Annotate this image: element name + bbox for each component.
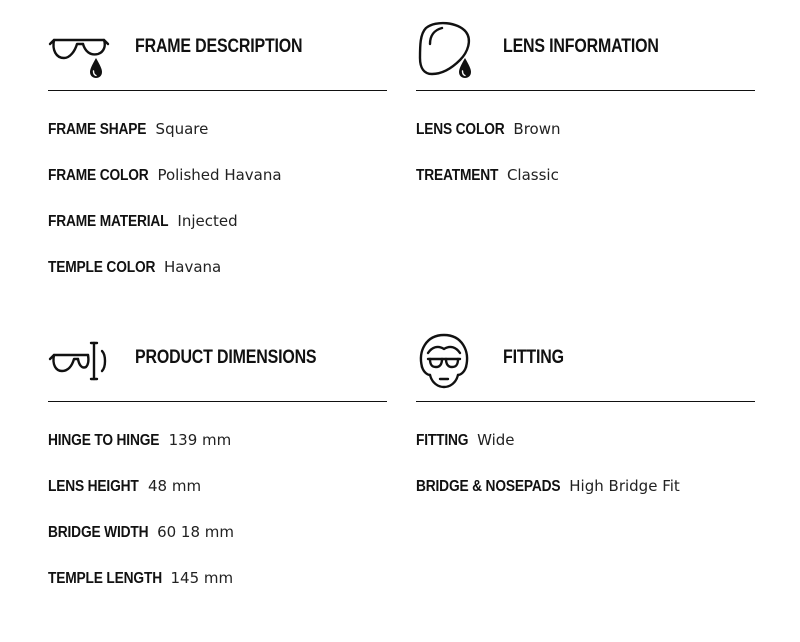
row-value: 48 mm	[148, 477, 202, 495]
row-label: TEMPLE COLOR	[48, 259, 156, 276]
face-glasses-icon	[416, 329, 480, 393]
list-item	[48, 120, 387, 166]
row-value: High Bridge Fit	[569, 477, 680, 495]
row-value: 60 18 mm	[157, 523, 235, 541]
frame-description-section	[48, 0, 387, 304]
row-label: BRIDGE WIDTH	[48, 524, 149, 541]
section-title: FITTING	[503, 347, 564, 368]
row-label: LENS COLOR	[416, 121, 505, 138]
product-dimensions-section	[48, 311, 387, 615]
row-value: Wide	[477, 431, 515, 449]
row-label: HINGE TO HINGE	[48, 432, 160, 449]
row-label: FITTING	[416, 432, 469, 449]
lens-details-list	[416, 120, 755, 212]
row-value: Classic	[506, 166, 559, 184]
row-label: FRAME MATERIAL	[48, 213, 169, 230]
row-label: LENS HEIGHT	[48, 478, 139, 495]
row-label: FRAME COLOR	[48, 167, 149, 184]
lens-drop-icon	[416, 18, 480, 82]
section-title: FRAME DESCRIPTION	[135, 36, 303, 57]
product-dimensions-header	[48, 311, 387, 402]
list-item	[48, 569, 387, 615]
lens-information-header	[416, 0, 755, 91]
frame-description-header	[48, 0, 387, 91]
fitting-details-list	[416, 431, 755, 523]
list-item	[48, 212, 387, 258]
list-item	[48, 523, 387, 569]
row-value: Brown	[513, 120, 561, 138]
section-title: LENS INFORMATION	[503, 36, 659, 57]
list-item	[416, 120, 755, 166]
list-item	[48, 166, 387, 212]
row-label: BRIDGE & NOSEPADS	[416, 478, 561, 495]
list-item	[48, 477, 387, 523]
list-item	[48, 431, 387, 477]
row-label: FRAME SHAPE	[48, 121, 147, 138]
lens-information-section	[416, 0, 755, 212]
row-value: Injected	[177, 212, 238, 230]
row-value: 145 mm	[170, 569, 234, 587]
frame-details-list	[48, 120, 387, 304]
row-value: Havana	[163, 258, 222, 276]
list-item	[416, 166, 755, 212]
row-value: Square	[155, 120, 209, 138]
sunglasses-drop-icon	[48, 18, 112, 82]
list-item	[416, 477, 755, 523]
row-label: TREATMENT	[416, 167, 499, 184]
fitting-header	[416, 311, 755, 402]
sunglasses-measure-icon	[48, 329, 112, 393]
section-title: PRODUCT DIMENSIONS	[135, 347, 317, 368]
row-value: Polished Havana	[157, 166, 282, 184]
dimensions-details-list	[48, 431, 387, 615]
list-item	[416, 431, 755, 477]
row-value: 139 mm	[168, 431, 232, 449]
list-item	[48, 258, 387, 304]
row-label: TEMPLE LENGTH	[48, 570, 162, 587]
fitting-section	[416, 311, 755, 523]
